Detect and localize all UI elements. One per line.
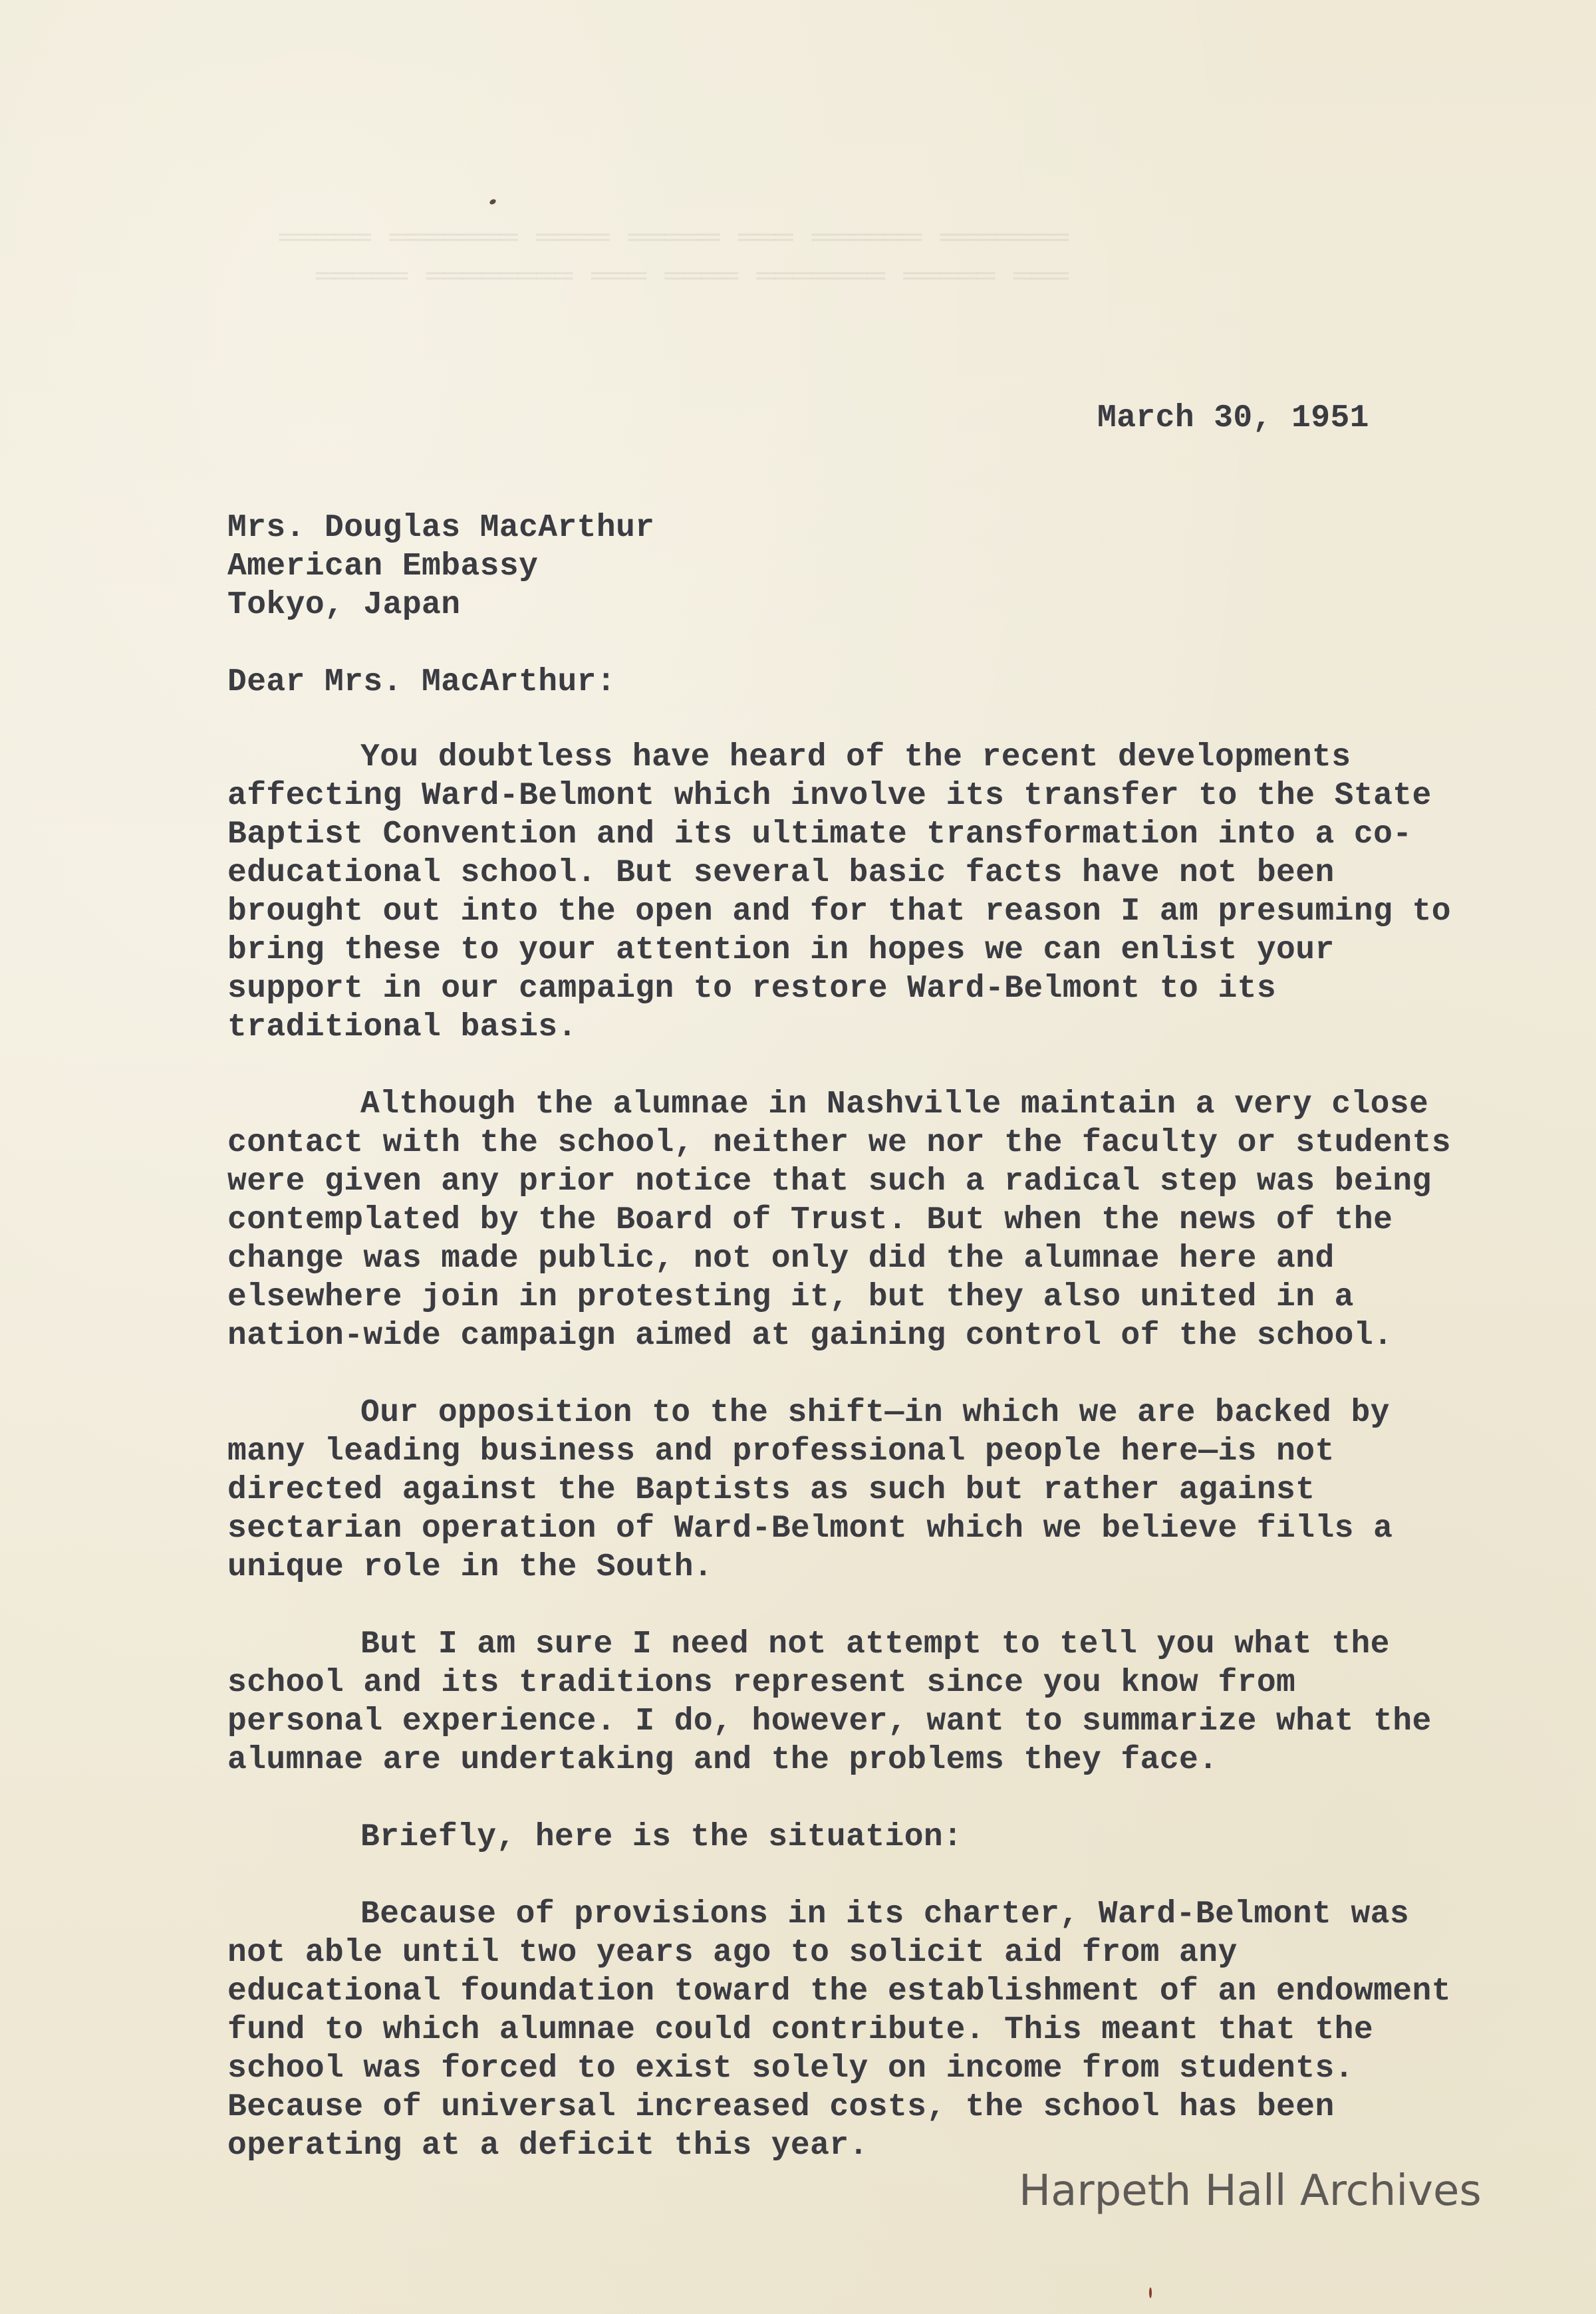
body-paragraph: Briefly, here is the situation: <box>360 1819 963 1855</box>
letter-date: March 30, 1951 <box>1097 400 1369 436</box>
paper-speck <box>489 198 497 205</box>
recipient-location: Tokyo, Japan <box>227 587 461 623</box>
recipient-name: Mrs. Douglas MacArthur <box>227 510 655 546</box>
body-paragraph: Although the alumnae in Nashville maintain a very close contact with the school, neither we nor the faculty or students were given any prior notice that such a radical step was being contemplated by the Board of Trust. But when the news of the change was made public, not only did the alumnae here and elsewhere join in protesting it, but they also united in a nation-wide campaign aimed at gaining control of the school. <box>227 1087 1451 1354</box>
recipient-organization: American Embassy <box>227 549 539 584</box>
body-paragraph: You doubtless have heard of the recent developments affecting Ward-Belmont which involve its transfer to the State Baptist Convention and its ultimate transformation into a co-educational school. But several basic facts have not been brought out into the open and for that reason I am presuming to bring these to your attention in hopes we can enlist your support in our campaign to restore Ward-Belmont to its traditional basis. <box>227 739 1451 1045</box>
letter-body <box>227 738 1464 2204</box>
body-paragraph: But I am sure I need not attempt to tell you what the school and its traditions represent since you know from personal experience. I do, however, want to summarize what the alumnae are undertaking and the problems they face. <box>227 1626 1432 1778</box>
body-paragraph: Because of provisions in its charter, Ward-Belmont was not able until two years ago to solicit aid from any educational foundation toward the establishment of an endowment fund to which alumnae could contribute. This meant that the school was forced to exist solely on income from students. Because of universal increased costs, the school has been operating at a deficit this year. <box>227 1896 1451 2164</box>
salutation: Dear Mrs. MacArthur: <box>227 664 616 700</box>
archive-watermark: Harpeth Hall Archives <box>1019 2166 1482 2216</box>
show-through-bleed: ═══════ ══════ ═══ ═════ ════ ═══════ ═════ ═══ ═════ ═══════ ════ ═══ ════════ ═════ <box>279 221 1069 295</box>
body-paragraph: Our opposition to the shift—in which we are backed by many leading business and professional people here—is not directed against the Baptists as such but rather against sectarian operation of Ward-Belmont which we believe fills a unique role in the South. <box>227 1395 1393 1585</box>
recipient-address <box>227 509 655 624</box>
paper-speck <box>1149 2287 1152 2298</box>
